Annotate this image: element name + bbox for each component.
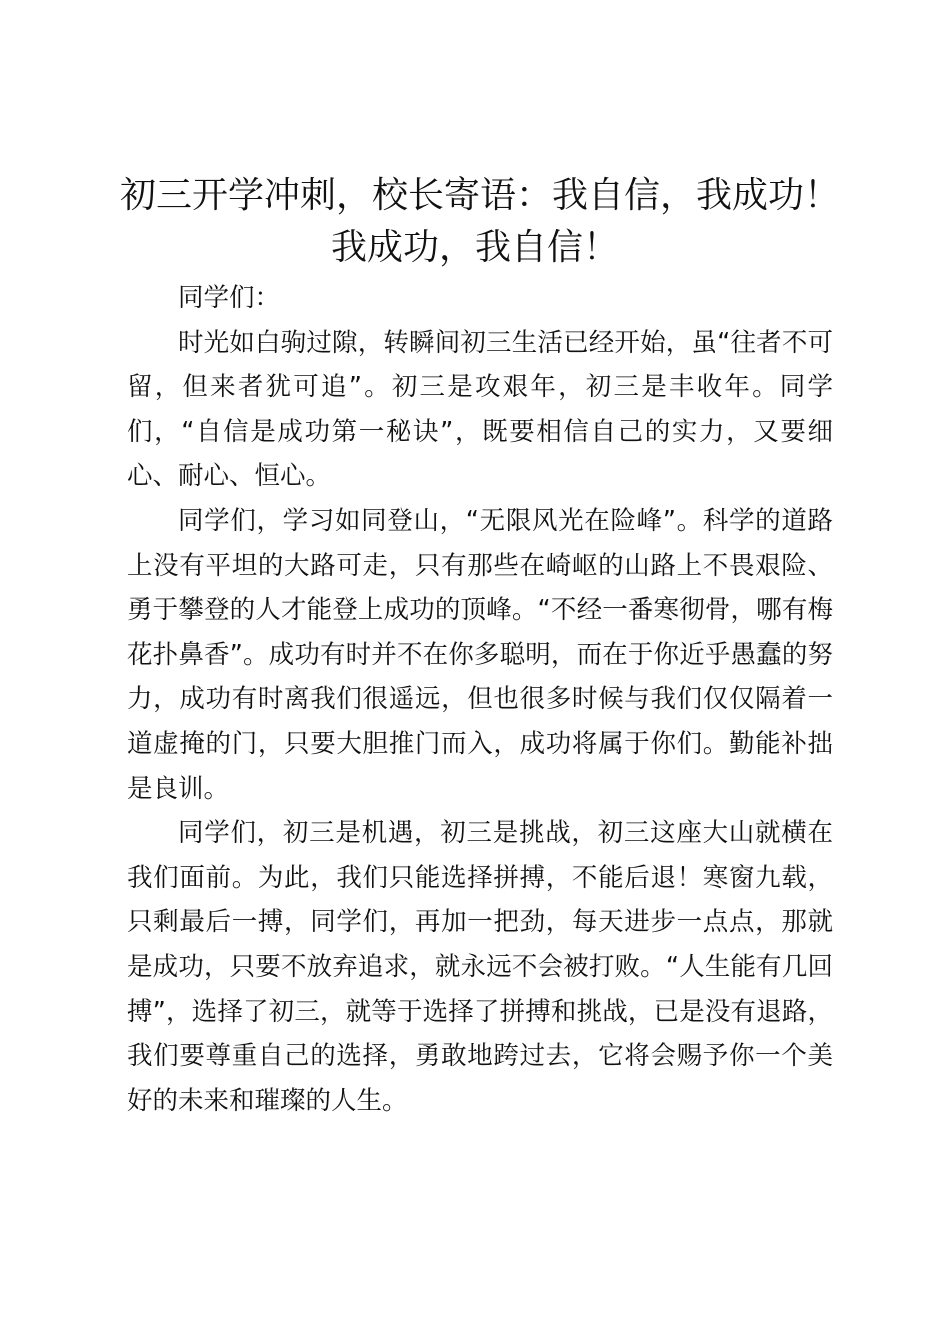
document-title-line-1: 初三开学冲刺，校长寄语：我自信，我成功！ <box>120 175 841 216</box>
paragraph-1: 时光如白驹过隙，转瞬间初三生活已经开始，虽“往者不可留，但来者犹可追”。初三是攻艰年，初三是丰收年。同学们，“自信是成功第一秘诀”，既要相信自己的实力，又要细心、耐心、恒心。 <box>127 327 833 492</box>
document-title-line-2: 我成功，我自信！ <box>330 227 619 268</box>
document-body <box>127 276 833 1123</box>
paragraph-3: 同学们，初三是机遇，初三是挑战，初三这座大山就横在我们面前。为此，我们只能选择拼搏，不能后退！寒窗九载，只剩最后一搏，同学们，再加一把劲，每天进步一点点，那就是成功，只要不放弃追求，就永远不会被打败。“人生能有几回搏”，选择了初三，就等于选择了拼搏和挑战，已是没有退路，我们要尊重自己的选择，勇敢地跨过去，它将会赐予你一个美好的未来和璀璨的人生。 <box>127 818 833 1116</box>
paragraph-2: 同学们，学习如同登山，“无限风光在险峰”。科学的道路上没有平坦的大路可走，只有那些在崎岖的山路上不畏艰险、勇于攀登的人才能登上成功的顶峰。“不经一番寒彻骨，哪有梅花扑鼻香”。成功有时并不在你多聪明，而在于你近乎愚蠢的努力，成功有时离我们很遥远，但也很多时候与我们仅仅隔着一道虚掩的门，只要大胆推门而入，成功将属于你们。勤能补拙是良训。 <box>127 505 833 804</box>
salutation: 同学们： <box>178 283 281 313</box>
